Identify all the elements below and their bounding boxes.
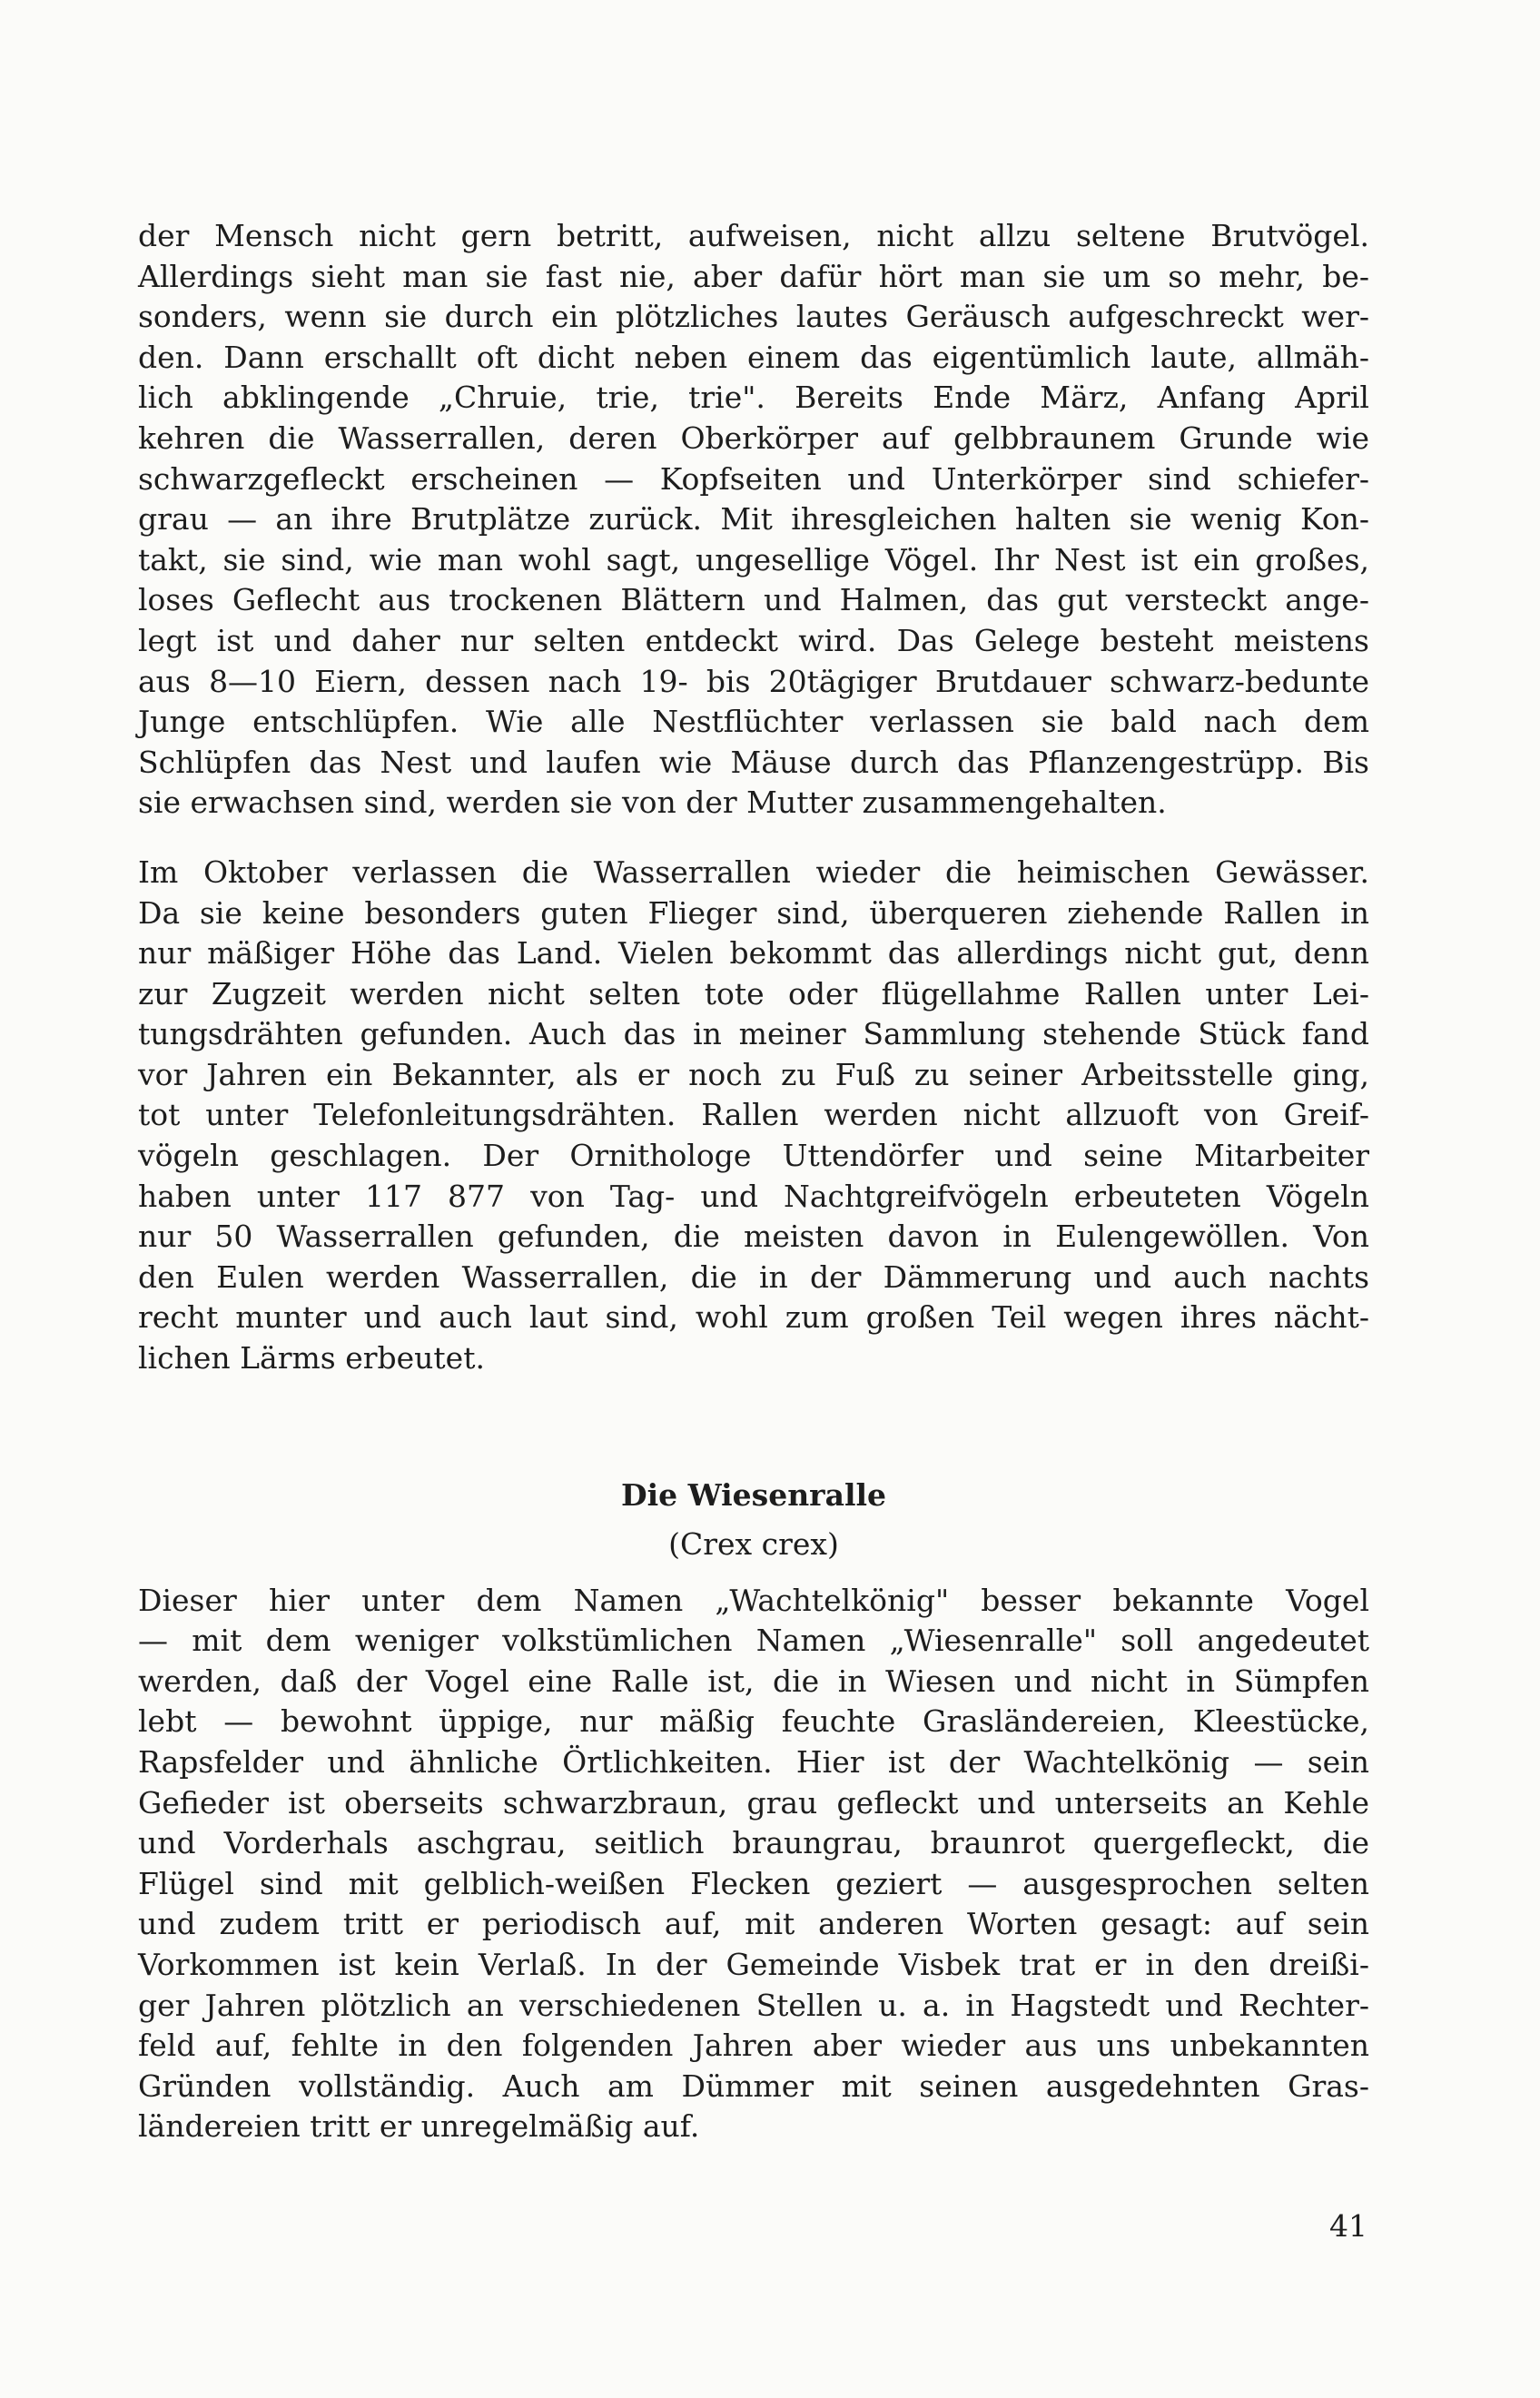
text-line: ger Jahren plötzlich an verschiedenen Stellen u. a. in Hagstedt und Rechter- (138, 1987, 1369, 2023)
text-line: tot unter Telefonleitungsdrähten. Rallen werden nicht allzuoft von Greif- (138, 1097, 1369, 1133)
text-line: Gründen vollständig. Auch am Dümmer mit seinen ausgedehnten Gras- (138, 2067, 1369, 2104)
paragraph-wasserralle-zug (138, 853, 1369, 1379)
text-line: Dieser hier unter dem Namen „Wachtelkönig" besser bekannte Vogel (138, 1582, 1369, 1618)
text-line: takt, sie sind, wie man wohl sagt, ungesellige Vögel. Ihr Nest ist ein großes, (138, 541, 1369, 577)
text-line: ländereien tritt er unregelmäßig auf. (138, 2108, 700, 2145)
text-line: loses Geflecht aus trockenen Blättern und Halmen, das gut versteckt ange- (138, 582, 1369, 618)
text-line: feld auf, fehlte in den folgenden Jahren aber wieder aus uns unbekannten (138, 2028, 1369, 2064)
text-line: Gefieder ist oberseits schwarzbraun, grau gefleckt und unterseits an Kehle (138, 1784, 1369, 1821)
text-line: Vorkommen ist kein Verlaß. In der Gemeinde Visbek trat er in den dreißi- (138, 1946, 1369, 1982)
text-line: der Mensch nicht gern betritt, aufweisen, nicht allzu seltene Brutvögel. (138, 218, 1369, 253)
page-body (138, 216, 1369, 2147)
text-line: lichen Lärms erbeutet. (138, 1340, 485, 1377)
text-line: sie erwachsen sind, werden sie von der Mutter zusammengehalten. (138, 785, 1167, 821)
text-line: recht munter und auch laut sind, wohl zum großen Teil wegen ihres nächt- (138, 1299, 1369, 1336)
section-subtitle: (Crex crex) (668, 1525, 839, 1562)
text-line: sonders, wenn sie durch ein plötzliches lautes Geräusch aufgeschreckt wer- (138, 299, 1369, 335)
text-line: Allerdings sieht man sie fast nie, aber dafür hört man sie um so mehr, be- (138, 258, 1369, 294)
text-line: den. Dann erschallt oft dicht neben einem das eigentümlich laute, allmäh- (138, 339, 1369, 375)
text-line: Schlüpfen das Nest und laufen wie Mäuse durch das Pflanzengestrüpp. Bis (138, 744, 1369, 780)
text-line: werden, daß der Vogel eine Ralle ist, die in Wiesen und nicht in Sümpfen (138, 1663, 1369, 1699)
page-number: 41 (1329, 2208, 1367, 2244)
text-line: Flügel sind mit gelblich-weißen Flecken geziert — ausgesprochen selten (138, 1865, 1369, 1901)
text-line: den Eulen werden Wasserrallen, die in der Dämmerung und auch nachts (138, 1258, 1369, 1295)
text-line: legt ist und daher nur selten entdeckt wird. Das Gelege besteht meistens (138, 622, 1369, 658)
text-line: Junge entschlüpfen. Wie alle Nestflüchter verlassen sie bald nach dem (138, 704, 1369, 740)
text-line: aus 8—10 Eiern, dessen nach 19- bis 20tägiger Brutdauer schwarz-bedunte (138, 663, 1369, 699)
text-line: Rapsfelder und ähnliche Örtlichkeiten. Hier ist der Wachtelkönig — sein (138, 1744, 1369, 1780)
section-title: Die Wiesenralle (620, 1476, 887, 1513)
text-line: zur Zugzeit werden nicht selten tote oder flügellahme Rallen unter Lei- (138, 975, 1369, 1012)
paragraph-wasserralle-brut (138, 216, 1369, 824)
text-line: und Vorderhals aschgrau, seitlich braungrau, braunrot quergefleckt, die (138, 1825, 1369, 1861)
text-line: haben unter 117 877 von Tag- und Nachtgreifvögeln erbeuteten Vögeln (138, 1178, 1369, 1214)
text-line: Da sie keine besonders guten Flieger sind, überqueren ziehende Rallen in (138, 894, 1369, 931)
paragraph-wiesenralle (138, 1581, 1369, 2147)
text-line: — mit dem weniger volkstümlichen Namen „Wiesenralle" soll angedeutet (138, 1623, 1369, 1659)
text-line: Im Oktober verlassen die Wasserrallen wieder die heimischen Gewässer. (138, 854, 1369, 890)
text-line: schwarzgefleckt erscheinen — Kopfseiten und Unterkörper sind schiefer- (138, 460, 1369, 497)
text-line: grau — an ihre Brutplätze zurück. Mit ihresgleichen halten sie wenig Kon- (138, 501, 1369, 538)
text-line: tungsdrähten gefunden. Auch das in meiner Sammlung stehende Stück fand (138, 1016, 1369, 1052)
text-line: lebt — bewohnt üppige, nur mäßig feuchte Grasländereien, Kleestücke, (138, 1703, 1369, 1740)
text-line: und zudem tritt er periodisch auf, mit anderen Worten gesagt: auf sein (138, 1906, 1369, 1942)
text-line: lich abklingende „Chruie, trie, trie". Bereits Ende März, Anfang April (138, 380, 1369, 416)
text-line: vor Jahren ein Bekannter, als er noch zu Fuß zu seiner Arbeitsstelle ging, (138, 1056, 1369, 1092)
text-line: vögeln geschlagen. Der Ornithologe Uttendörfer und seine Mitarbeiter (138, 1138, 1369, 1174)
text-line: kehren die Wasserrallen, deren Oberkörper auf gelbbraunem Grunde wie (138, 419, 1369, 456)
text-line: nur mäßiger Höhe das Land. Vielen bekommt das allerdings nicht gut, denn (138, 935, 1369, 972)
text-line: nur 50 Wasserrallen gefunden, die meisten davon in Eulengewöllen. Von (138, 1219, 1369, 1255)
